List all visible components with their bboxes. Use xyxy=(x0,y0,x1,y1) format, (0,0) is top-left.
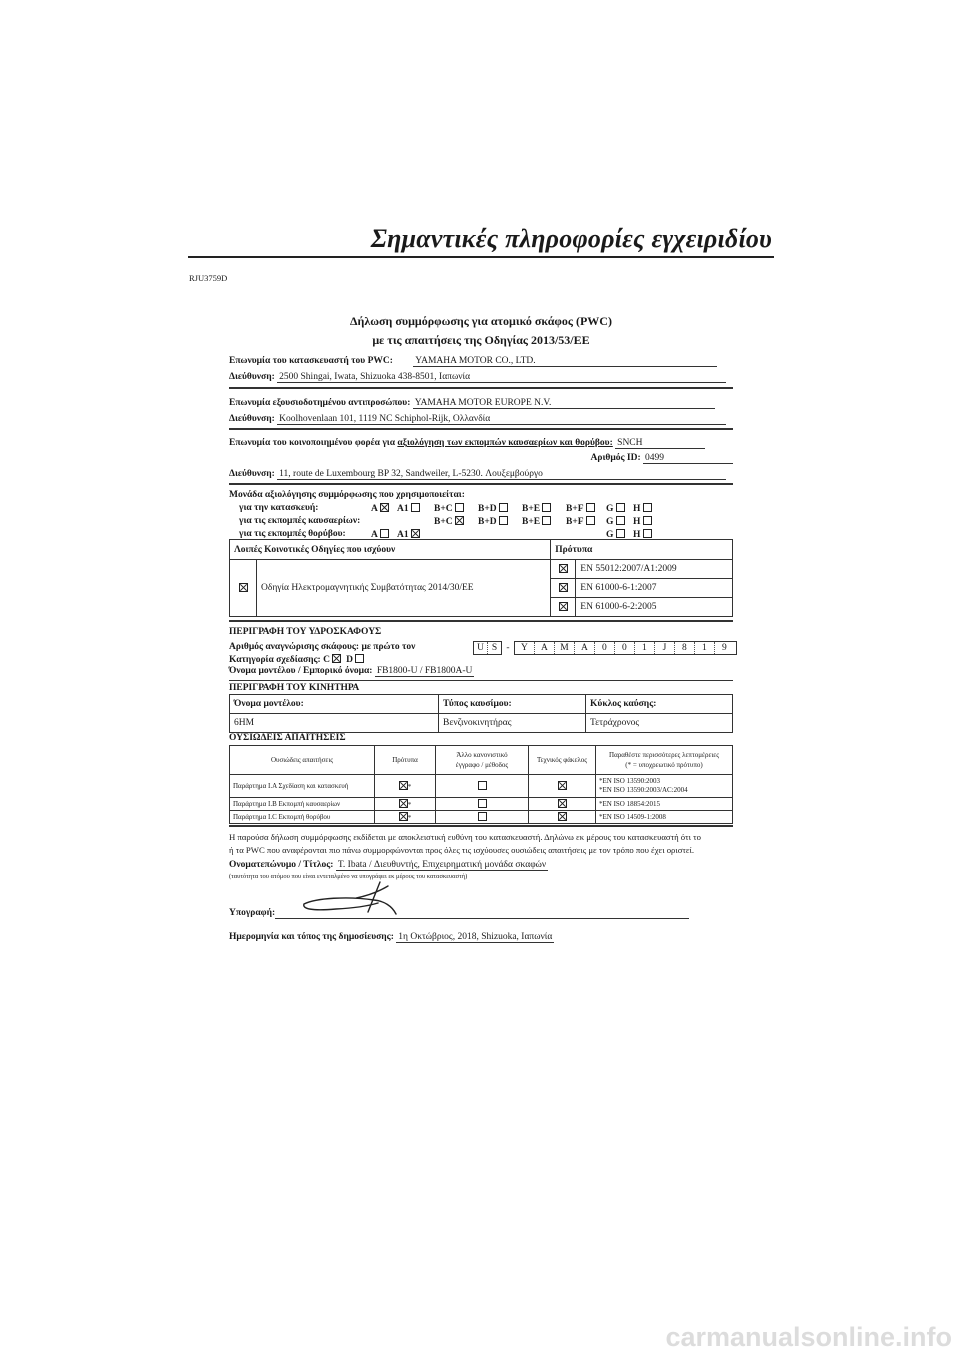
standard-2: EN 61000-6-1:2007 xyxy=(576,579,733,598)
standard-1: EN 55012:2007/A1:2009 xyxy=(576,560,733,579)
checkbox-exhaust-g[interactable] xyxy=(616,516,625,525)
craft-id-label: Αριθμός αναγνώρισης σκάφους: με πρώτο τον xyxy=(229,642,416,652)
declaration-subtitle: με τις απαιτήσεις της Οδηγίας 2013/53/ΕΕ xyxy=(372,333,590,347)
checkbox-construction-bc[interactable] xyxy=(455,503,464,512)
notified-body-name-row xyxy=(229,438,733,449)
standard-checkbox-cell xyxy=(551,560,576,579)
req-row-tech xyxy=(529,775,596,798)
directive-name: Οδηγία Ηλεκτρομαγνητικής Συμβατότητας 2014/30/ΕΕ xyxy=(257,560,551,617)
checkbox-req3-tech[interactable] xyxy=(558,812,567,821)
checkbox-exhaust-h[interactable] xyxy=(643,516,652,525)
modules-exhaust-row: για τις εκπομπές καυσαερίων: B+C B+D B+E B+F G H xyxy=(229,516,733,529)
craft-id-code: Y A M A 0 0 1 J 8 1 9 xyxy=(514,641,737,655)
header-rule xyxy=(188,256,774,258)
notified-body-id: 0499 xyxy=(643,453,733,464)
representative-address-row xyxy=(229,414,733,425)
checkbox-standard-3[interactable] xyxy=(559,602,568,611)
req-row-other xyxy=(436,775,529,798)
declaration-title: Δήλωση συμμόρφωσης για ατομικό σκάφος (PWC) xyxy=(350,314,612,328)
engine-cycle: Τετράχρονος xyxy=(586,714,733,733)
notified-body-address: 11, route de Luxembourg BP 32, Sandweiler, L-5230. Λουξεμβούργο xyxy=(277,469,726,480)
engine-fuel: Βενζινοκινητήρας xyxy=(439,714,586,733)
representative-address: Koolhovenlaan 101, 1119 NC Schiphol-Rijk, Ολλανδία xyxy=(277,414,726,425)
manufacturer-address: 2500 Shingai, Iwata, Shizuoka 438-8501, Ιαπωνία xyxy=(277,372,726,383)
notified-body-id-label: Αριθμός ID: xyxy=(590,453,641,463)
req-row-detail: *EN ISO 13590:2003 *EN ISO 13590:2003/AC:2004 xyxy=(596,775,733,798)
checkbox-exhaust-bc[interactable] xyxy=(455,516,464,525)
checkbox-standard-1[interactable] xyxy=(559,564,568,573)
manufacturer-address-label: Διεύθυνση: xyxy=(229,372,275,382)
notified-body-address-row xyxy=(229,469,733,480)
statement-line-2: ή τα PWC που αναφέρονται πιο πάνω συμμορφώνονται προς όλες τις ισχύουσες ουσιώδεις απαιτήσεις με τον τρόπο που έχει οριστεί. xyxy=(229,845,695,855)
engine-table xyxy=(229,694,733,733)
section-rule xyxy=(229,680,733,681)
checkbox-req3-other[interactable] xyxy=(478,812,487,821)
req-row-name: Παράρτημα I.C Εκπομπή θορύβου xyxy=(230,811,375,824)
section-rule xyxy=(229,620,733,622)
notified-body-id-row xyxy=(229,453,733,464)
modules-noise-row: για τις εκπομπές θορύβου: A A1 G H xyxy=(229,529,733,542)
representative-address-label: Διεύθυνση: xyxy=(229,414,275,424)
checkbox-construction-bd[interactable] xyxy=(499,503,508,512)
checkbox-req1-standard[interactable] xyxy=(399,781,408,790)
checkbox-construction-a[interactable] xyxy=(380,503,389,512)
manufacturer-address-row xyxy=(229,372,733,383)
checkbox-noise-a1[interactable] xyxy=(411,529,420,538)
engine-fuel-header: Τύπος καυσίμου: xyxy=(439,695,586,714)
req-row-other xyxy=(436,811,529,824)
checkbox-construction-bf[interactable] xyxy=(586,503,595,512)
req-row-name: Παράρτημα I.A Σχεδίαση και κατασκευή xyxy=(230,775,375,798)
modules-construction-row: για την κατασκευή: A A1 B+C B+D B+E B+F G H xyxy=(229,503,733,516)
req-row-standard: * xyxy=(375,775,436,798)
modules-noise-label: για τις εκπομπές θορύβου: xyxy=(239,529,346,539)
req-row-standard: * xyxy=(375,811,436,824)
modules-exhaust-label: για τις εκπομπές καυσαερίων: xyxy=(239,516,361,526)
issue-date: 1η Οκτώβριος, 2018, Shizuoka, Ιαπωνία xyxy=(398,932,553,942)
section-rule xyxy=(229,387,733,389)
craft-id-country: U S xyxy=(473,641,502,655)
representative-name: YAMAHA MOTOR EUROPE N.V. xyxy=(413,398,715,409)
representative-name-row xyxy=(229,398,733,409)
checkbox-exhaust-bd[interactable] xyxy=(499,516,508,525)
directives-table xyxy=(229,539,733,617)
engine-cycle-header: Κύκλος καύσης: xyxy=(586,695,733,714)
design-category-row: Κατηγορία σχεδίασης: C D xyxy=(229,654,733,665)
req-header-standards: Πρότυπα xyxy=(375,746,436,775)
notified-body-name: SNCH xyxy=(615,438,705,449)
model-name-label: Όνομα μοντέλου / Εμπορικό όνομα: xyxy=(229,666,373,676)
representative-name-label: Επωνυμία εξουσιοδοτημένου αντιπροσώπου: xyxy=(229,398,411,408)
manufacturer-name: YAMAHA MOTOR CO., LTD. xyxy=(413,356,717,367)
section-rule xyxy=(229,825,733,827)
section-rule xyxy=(229,428,733,430)
modules-title: Μονάδα αξιολόγησης συμμόρφωσης που χρησιμοποιείται: xyxy=(229,490,465,500)
checkbox-req3-standard[interactable] xyxy=(399,812,408,821)
req-row-detail: *EN ISO 18854:2015 xyxy=(596,798,733,811)
standard-checkbox-cell xyxy=(551,579,576,598)
checkbox-req1-tech[interactable] xyxy=(558,781,567,790)
section-rule xyxy=(229,483,733,485)
checkbox-noise-h[interactable] xyxy=(643,529,652,538)
page-title: Σημαντικές πληροφορίες εγχειριδίου xyxy=(370,224,772,253)
engine-model-header: Όνομα μοντέλου: xyxy=(230,695,439,714)
req-row-detail: *EN ISO 14509-1:2008 xyxy=(596,811,733,824)
signatory-note: (ταυτότητα του ατόμου που είναι εντεταλμένο να υπογράφει εκ μέρους του κατασκευαστή) xyxy=(229,873,468,880)
checkbox-construction-h[interactable] xyxy=(643,503,652,512)
directive-checkbox-cell xyxy=(230,560,257,617)
notified-body-name-label: Επωνυμία του κοινοποιημένου φορέα για αξιολόγηση των εκπομπών καυσαερίων και θορύβου: xyxy=(229,438,613,448)
standard-checkbox-cell xyxy=(551,598,576,617)
watermark: carmanualsonline.info xyxy=(665,1322,952,1352)
notified-body-address-label: Διεύθυνση: xyxy=(229,469,275,479)
req-header-requirement: Ουσιώδεις απαιτήσεις xyxy=(230,746,375,775)
standards-header: Πρότυπα xyxy=(551,540,733,560)
checkbox-construction-g[interactable] xyxy=(616,503,625,512)
requirements-table xyxy=(229,745,733,824)
manufacturer-name-row xyxy=(229,356,733,367)
req-row-other xyxy=(436,798,529,811)
signatory-row xyxy=(229,860,733,871)
signatory-name: T. Ibata / Διευθυντής, Επιχειρηματική μονάδα σκαφών xyxy=(337,860,547,870)
issue-date-row xyxy=(229,932,733,943)
statement-line-1: Η παρούσα δήλωση συμμόρφωσης εκδίδεται με αποκλειστική ευθύνη του κατασκευαστή. Δηλώνω εκ μέρους του κατασκευαστή ότι το xyxy=(229,832,701,842)
model-name-row xyxy=(229,666,733,677)
checkbox-req2-other[interactable] xyxy=(478,799,487,808)
req-header-tech-file: Τεχνικός φάκελος xyxy=(529,746,596,775)
checkbox-construction-a1[interactable] xyxy=(411,503,420,512)
checkbox-exhaust-be[interactable] xyxy=(542,516,551,525)
signature-line xyxy=(275,918,689,919)
engine-section-title: ΠΕΡΙΓΡΑΦΗ ΤΟΥ ΚΙΝΗΤΗΡΑ xyxy=(229,683,360,693)
standard-3: EN 61000-6-2:2005 xyxy=(576,598,733,617)
issue-date-label: Ημερομηνία και τόπος της δημοσίευσης: xyxy=(229,932,394,942)
directives-header: Λοιπές Κοινοτικές Οδηγίες που ισχύουν xyxy=(230,540,551,560)
checkbox-construction-be[interactable] xyxy=(542,503,551,512)
signature-row xyxy=(229,908,733,918)
req-row-tech xyxy=(529,798,596,811)
design-category-label: Κατηγορία σχεδίασης: xyxy=(229,655,321,665)
req-header-other: Άλλο κανονιστικό έγγραφο / μέθοδος xyxy=(436,746,529,775)
checkbox-req2-tech[interactable] xyxy=(558,799,567,808)
checkbox-req1-other[interactable] xyxy=(478,781,487,790)
craft-id-field: U S - Y A M A 0 0 1 J 8 1 9 xyxy=(473,641,737,655)
requirements-section-title: ΟΥΣΙΩΔΕΙΣ ΑΠΑΙΤΗΣΕΙΣ xyxy=(229,733,346,743)
checkbox-noise-g[interactable] xyxy=(616,529,625,538)
document-code: RJU3759D xyxy=(189,273,228,283)
req-row-standard: * xyxy=(375,798,436,811)
checkbox-emc-directive[interactable] xyxy=(239,583,248,592)
checkbox-category-d[interactable] xyxy=(355,654,364,663)
modules-construction-label: για την κατασκευή: xyxy=(239,503,319,513)
checkbox-req2-standard[interactable] xyxy=(399,799,408,808)
signature-label: Υπογραφή: xyxy=(229,908,276,918)
req-row-name: Παράρτημα I.B Εκπομπή καυσαερίων xyxy=(230,798,375,811)
req-header-details: Παραθέστε περισσότερες λεπτομέρειες (* = υποχρεωτικό πρότυπο) xyxy=(596,746,733,775)
checkbox-noise-a[interactable] xyxy=(380,529,389,538)
req-row-tech xyxy=(529,811,596,824)
checkbox-category-c[interactable] xyxy=(332,654,341,663)
signatory-label: Ονοματεπώνυμο / Τίτλος: xyxy=(229,860,334,870)
model-name: FB1800-U / FB1800A-U xyxy=(376,666,473,676)
manufacturer-name-label: Επωνυμία του κατασκευαστή του PWC: xyxy=(229,356,393,366)
craft-section-title: ΠΕΡΙΓΡΑΦΗ ΤΟΥ ΥΔΡΟΣΚΑΦΟΥΣ xyxy=(229,627,382,637)
checkbox-standard-2[interactable] xyxy=(559,583,568,592)
engine-model: 6HM xyxy=(230,714,439,733)
checkbox-exhaust-bf[interactable] xyxy=(586,516,595,525)
